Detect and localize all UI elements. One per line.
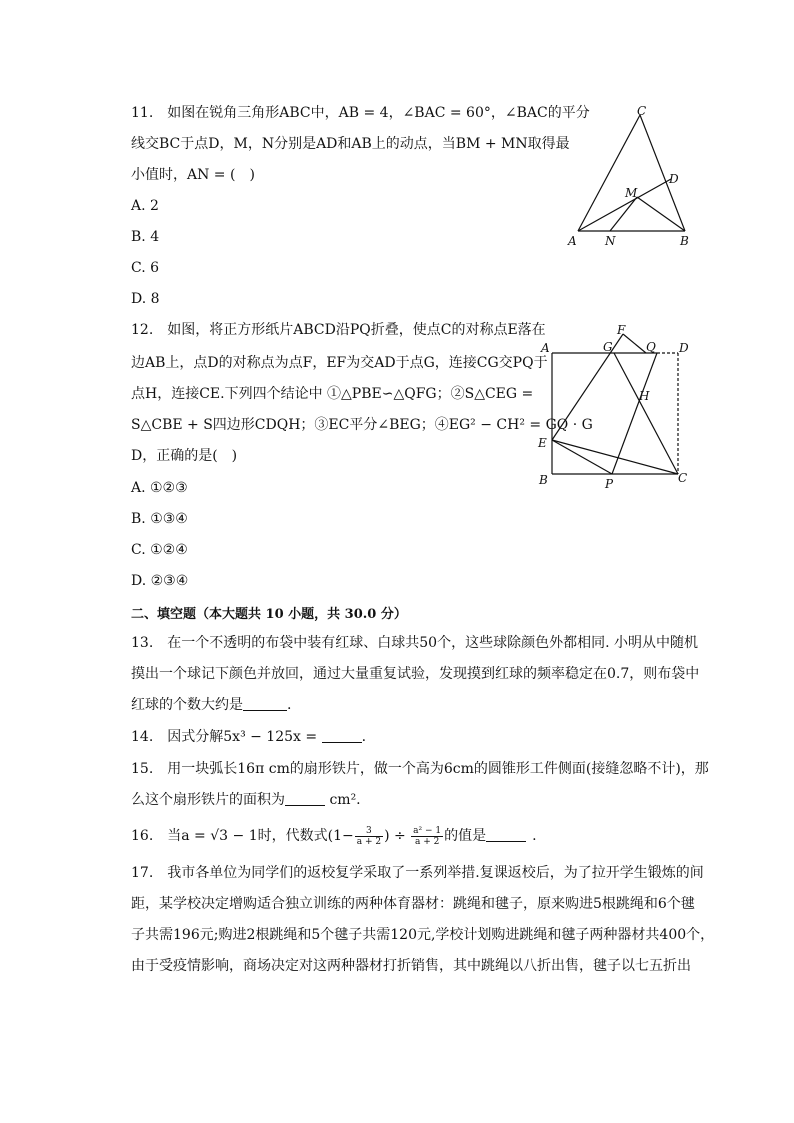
label-h: H [639, 389, 650, 403]
label-g: G [603, 340, 613, 354]
q16-text-b: ) ÷ [384, 828, 411, 844]
section-fill-in-blank-heading: 二、填空题（本大题共 10 小题，共 30.0 分） [131, 607, 407, 622]
label-e: E [538, 436, 547, 450]
q13-line-3 [131, 696, 291, 714]
label-c: C [678, 471, 688, 485]
q15-line-2-text: 么这个扇形铁片的面积为 [131, 792, 285, 808]
label-d: D [679, 341, 689, 355]
segment-ep [552, 440, 612, 474]
q14-text: 14. 因式分解5x³ − 125x = [131, 729, 322, 745]
q12-option-d: D. ②③④ [131, 573, 189, 589]
q13-line-2: 摸出一个球记下颜色并放回，通过大量重复试验，发现摸到红球的频率稳定在0.7，则布袋中 [131, 666, 700, 682]
label-a: A [541, 341, 550, 355]
q12-line-2: 边AB上，点D的对称点为点F，EF为交AD于点G，连接CG交PQ于 [131, 355, 548, 371]
q12-option-a: A. ①②③ [131, 480, 188, 496]
q16-text-c: 的值是 [444, 828, 487, 844]
q12-line-3: 点H，连接CE.下列四个结论中 ①△PBE∽△QFG；②S△CEG = [131, 386, 534, 402]
q16-fraction-1-denominator: a + 2 [356, 836, 382, 847]
q16-end: . [532, 828, 537, 844]
q12-line-1: 12. 如图，将正方形纸片ABCD沿PQ折叠，使点C的对称点E落在 [131, 322, 546, 338]
q13-line-3-text: 红球的个数大约是 [131, 697, 243, 713]
q16-text-a: 16. 当a = √3 − 1时，代数式(1− [131, 828, 354, 844]
q12-line-4: S△CBE + S四边形CDQH；③EC平分∠BEG；④EG² − CH² = GQ · G [131, 417, 593, 433]
q17-line-3: 子共需196元;购进2根跳绳和5个毽子共需120元,学校计划购进跳绳和毽子两种器材共400个， [131, 927, 715, 943]
triangle-figure-q11 [565, 105, 705, 250]
q15-line-1: 15. 用一块弧长16π cm的扇形铁片，做一个高为6cm的圆锥形工件侧面(接缝忽略不计)，那 [131, 761, 709, 777]
segment-mn [610, 197, 637, 231]
q14-line [131, 728, 366, 746]
label-p: P [605, 477, 614, 491]
q12-line-5: D，正确的是( ) [131, 448, 238, 464]
q11-line-1: 11. 如图在锐角三角形ABC中，AB = 4，∠BAC = 60°，∠BAC的平分 [131, 105, 590, 121]
q13-line-3-end: . [287, 697, 292, 713]
q13-answer-blank[interactable] [243, 696, 287, 711]
q16-fraction-1-numerator: 3 [355, 826, 383, 837]
q13-line-1: 13. 在一个不透明的布袋中装有红球、白球共50个，这些球除颜色外都相同. 小明从中随机 [131, 635, 698, 651]
label-b: B [539, 473, 548, 487]
segment-fq [623, 334, 646, 353]
q16-fraction-1 [355, 826, 383, 847]
segment-pq [612, 353, 657, 474]
q17-line-4: 由于受疫情影响，商场决定对这两种器材打折销售，其中跳绳以八折出售，毽子以七五折出 [131, 958, 691, 974]
q17-line-2: 距，某学校决定增购适合独立训练的两种体育器材：跳绳和毽子，原来购进5根跳绳和6个毽 [131, 896, 695, 912]
q16-line [131, 824, 537, 848]
q11-line-2: 线交BC于点D，M，N分别是AD和AB上的动点，当BM + MN取得最 [131, 136, 570, 152]
square-fold-figure-q12 [535, 322, 700, 494]
q14-end: . [361, 729, 367, 745]
q16-fraction-2-denominator: a + 2 [414, 836, 440, 847]
q16-fraction-2-numerator: a² − 1 [413, 825, 442, 836]
q12-option-c: C. ①②④ [131, 542, 188, 558]
label-n: N [605, 234, 616, 248]
q15-line-2-unit: cm². [325, 792, 361, 808]
q17-line-1: 17. 我市各单位为同学们的返校复学采取了一系列举措.复课返校后，为了拉开学生锻炼的间 [131, 865, 704, 881]
q16-fraction-2 [411, 826, 443, 847]
q11-option-d: D. 8 [131, 291, 160, 307]
q11-option-c: C. 6 [131, 260, 160, 276]
q15-line-2 [131, 791, 361, 809]
q11-line-3: 小值时，AN = ( ) [131, 167, 255, 183]
segment-ec [552, 440, 678, 474]
label-b: B [680, 234, 689, 248]
label-a: A [568, 234, 577, 248]
label-f: F [617, 323, 626, 337]
q12-option-b: B. ①③④ [131, 511, 188, 527]
q11-option-a: A. 2 [131, 198, 159, 214]
label-d: D [669, 172, 679, 186]
segment-cg [614, 353, 678, 474]
q11-option-b: B. 4 [131, 229, 160, 245]
label-q: Q [646, 340, 656, 354]
q14-answer-blank[interactable] [322, 728, 362, 743]
q16-answer-blank[interactable] [486, 827, 526, 842]
q15-answer-blank[interactable] [285, 791, 325, 806]
label-c: C [637, 105, 647, 118]
label-m: M [625, 186, 638, 200]
